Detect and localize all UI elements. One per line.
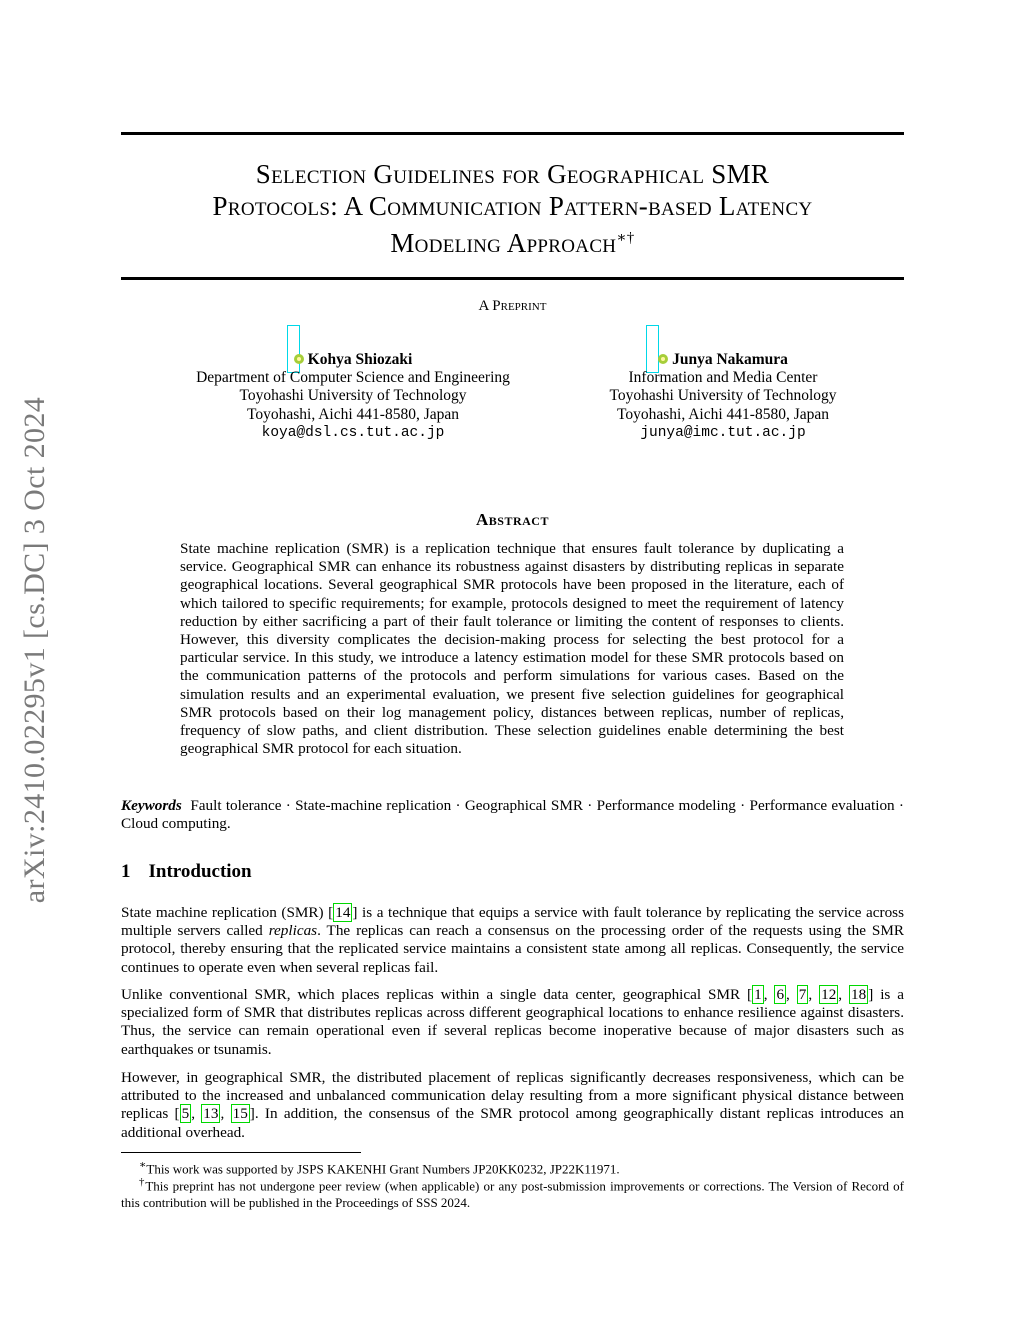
citation-link[interactable]: 5 [181, 1105, 190, 1123]
author-email[interactable]: koya@dsl.cs.tut.ac.jp [261, 424, 445, 441]
intro-paragraph-1 [121, 904, 904, 977]
section-heading [121, 861, 252, 883]
footnote-mark: ∗ [139, 1159, 147, 1171]
citation-link[interactable]: 6 [776, 986, 785, 1003]
text-run: State machine replication (SMR) [ [121, 904, 334, 921]
author-university: Toyohashi University of Technology [609, 387, 837, 405]
author-block-2 [578, 351, 868, 442]
title-line-3-text: Modeling Approach [390, 228, 617, 258]
author-email[interactable]: junya@imc.tut.ac.jp [640, 424, 806, 441]
abstract-text: State machine replication (SMR) is a replication technique that ensures fault tolerance by duplicating a service. Geographical SMR can enhance its robustness against disasters by distributing replicas in separate geographical locations. Several geographical SMR protocols have been proposed in the literature, each of which tailored to specific requirements; for example, protocols designed to meet the requirement of latency reduction by either sacrificing a part of their fault tolerance or limiting the content of responses to clients. However, this diversity complicates the decision-making process for selecting the best protocol for a particular service. In this study, we introduce a latency estimation model for these SMR protocols based on the communication patterns of the protocols and perform simulations for various cases. Based on the simulation results and an experimental evaluation, we present five selection guidelines for geographical SMR protocols based on their log management policy, distances between replicas, number of replicas, frequency of slow paths, and client distribution. These selection guidelines enable determining the best geographical SMR protocol for each situation. [180, 540, 844, 758]
author-address: Toyohashi, Aichi 441-8580, Japan [246, 405, 459, 423]
author-department: Information and Media Center [628, 369, 818, 387]
keywords [121, 797, 904, 833]
author-name: Junya Nakamura [672, 351, 788, 368]
section-number: 1 [121, 861, 131, 882]
text-run: However, in geographical SMR, the distributed placement of replicas significantly decreases responsiveness, which can be attributed to the increased and unbalanced communication delay resulting from a more significant physical distance between replicas [ [121, 1069, 904, 1123]
title-line-3 [121, 222, 904, 259]
preprint-label: A Preprint [478, 298, 547, 314]
text-run: Unlike conventional SMR, which places replicas within a single data center, geographical SMR [ [121, 986, 753, 1003]
orcid-icon[interactable] [658, 354, 668, 364]
keywords-text: Fault tolerance · State-machine replication · Geographical SMR · Performance modeling · Performance evaluation · Cloud computing. [121, 797, 904, 833]
abstract-heading: Abstract [476, 510, 549, 529]
citation-link[interactable]: 14 [335, 904, 351, 921]
citation-link[interactable]: 7 [798, 986, 807, 1003]
author-name: Kohya Shiozaki [307, 351, 413, 368]
title-line-1: Selection Guidelines for Geographical SMR [255, 159, 770, 189]
title-top-rule [121, 132, 904, 135]
footnote-text: This preprint has not undergone peer review (when applicable) or any post-submission improvements or corrections. The Version of Record of this contribution will be published in the Proceedings of SSS 2024. [121, 1178, 904, 1210]
text-run: ] is a technique that equips a service with fault tolerance by replicating the service across multiple servers called [121, 904, 904, 940]
citation-link[interactable]: 13 [203, 1105, 219, 1123]
author-department: Department of Computer Science and Engineering [196, 369, 510, 387]
footnote-mark: † [139, 1176, 146, 1188]
footnote-2 [121, 1174, 904, 1211]
author-university: Toyohashi University of Technology [239, 387, 467, 405]
citation-link[interactable]: 12 [821, 986, 837, 1003]
author-block-1 [162, 351, 544, 442]
footnote-text: This work was supported by JSPS KAKENHI Grant Numbers JP20KK0232, JP22K11971. [146, 1161, 620, 1177]
author-address: Toyohashi, Aichi 441-8580, Japan [616, 405, 829, 423]
keywords-label: Keywords [121, 797, 182, 814]
intro-paragraph-3: However, in geographical SMR, the distributed placement of replicas significantly decreases responsiveness, which can be attributed to the increased and unbalanced communication delay resulting from a more significant physical distance between replicas [ 5 , 13 , 15 ]. In addition, the consensus of the SMR protocol among geographically distant replicas introduces an additional overhead. [121, 1069, 905, 1141]
citation-link[interactable]: 15 [232, 1105, 248, 1123]
text-run: ] is a specialized form of SMR that distributes replicas across different geographical locations to enhance resilience against disasters. Thus, the service can remain operational even if several replicas become inoperative because of major disasters such as earthquakes or tsunamis. [121, 986, 905, 1058]
citation-link[interactable]: 18 [851, 986, 867, 1003]
arxiv-identifier: arXiv:2410.02295v1 [cs.DC] 3 Oct 2024 [18, 396, 51, 904]
text-run: . The replicas can reach a consensus on the processing order of the requests using the SMR protocol, thereby ensuring that the replicated service maintains a consistent state among all replicas. Consequently, the service continues to operate even when several replicas fail. [121, 922, 904, 976]
paper-title [121, 158, 904, 259]
orcid-icon[interactable] [294, 354, 304, 364]
emphasis-text: replicas [268, 922, 318, 940]
title-footnote-marks: ∗† [616, 230, 635, 246]
section-title: Introduction [148, 861, 252, 882]
citation-link[interactable]: 1 [754, 986, 762, 1003]
title-line-2: Protocols: A Communication Pattern-based Latency [212, 191, 813, 221]
title-bottom-rule [121, 277, 904, 280]
footnote-rule [121, 1152, 361, 1153]
intro-paragraph-2: Unlike conventional SMR, which places replicas within a single data center, geographical SMR [ 1 , 6 , 7 , 12 , 18 ] is a specialized form of SMR that distributes replicas across different geographical locations to enhance resilience against disasters. Thus, the service can remain operational even if several replicas become inoperative because of major disasters such as earthquakes or tsunamis. [121, 986, 905, 1058]
text-run: ]. In addition, the consensus of the SMR protocol among geographically distant replicas introduces an additional overhead. [121, 1105, 905, 1141]
